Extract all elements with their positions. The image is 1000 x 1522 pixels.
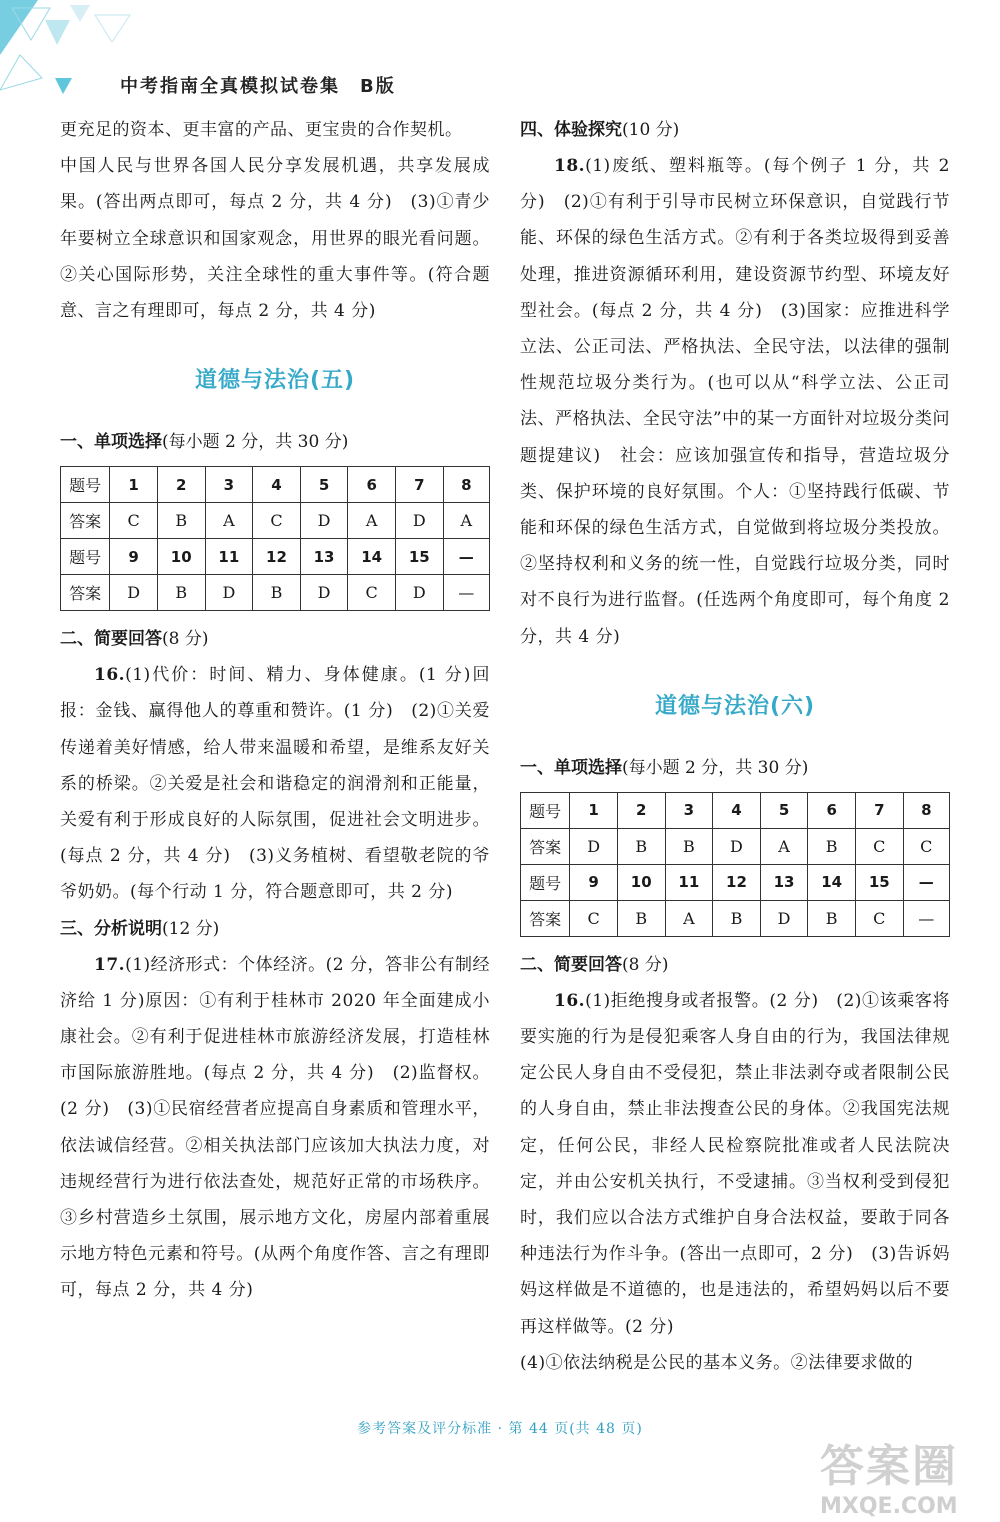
table-cell: B [617, 828, 665, 864]
table-cell: 12 [253, 539, 301, 575]
table-cell: D [300, 503, 348, 539]
table-cell: 14 [348, 539, 396, 575]
section-heading-analysis [60, 911, 490, 947]
table-cell: 3 [205, 467, 253, 503]
table-cell: 4 [253, 467, 301, 503]
section-heading-short [520, 947, 950, 983]
table-cell: 9 [110, 539, 158, 575]
row-label: 答案 [61, 503, 110, 539]
table-cell: B [665, 828, 713, 864]
table-cell: 10 [157, 539, 205, 575]
heading-note: (8 分) [162, 629, 209, 650]
answer-text: (1)拒绝搜身或者报警。(2 分) (2)①该乘客将要实施的行为是侵犯乘客人身自由的行为，我国法律规定公民人身自由不受侵犯，禁止非法剥夺或者限制公民的人身自由，禁止非法搜查公民的身体。②我国宪法规定，任何公民，非经人民检察院批准或者人民法院决定，并由公安机关执行，不受逮捕。③当权利受到侵犯时，我们应以合法方式维护自身合法权益，要敢于同各种违法行为作斗争。(答出一点即可，2 分) (3)告诉妈妈这样做是不道德的，也是违法的，希望妈妈以后不要再这样做等。(2 分) [520, 990, 950, 1337]
answer-text: (1)经济形式：个体经济。(2 分，答非公有制经济给 1 分)原因：①有利于桂林市 2020 年全面建成小康社会。②有利于促进桂林市旅游经济发展，打造桂林市国际旅游胜地。(每点 2 分，共 4 分) (2)监督权。(2 分) (3)①民宿经营者应提高自身素质和管理水平，依法诚信经营。②相关执法部门应该加大执法力度，对违规经营行为进行依法查处，规范好正常的市场秩序。③乡村营造乡土氛围，展示地方文化，房屋内部着重展示地方特色元素和符号。(从两个角度作答、言之有理即可，每点 2 分，共 4 分) [60, 954, 491, 1301]
table-cell: 1 [110, 467, 158, 503]
table-cell: 9 [570, 864, 618, 900]
table-cell: D [205, 575, 253, 611]
table-cell: B [157, 503, 205, 539]
row-label: 答案 [61, 575, 110, 611]
section-heading-choice [520, 750, 950, 786]
question-number: 16. [94, 665, 126, 686]
table-cell: A [348, 503, 396, 539]
running-header [120, 72, 396, 98]
section-heading-explore [520, 112, 950, 148]
table-cell: 15 [855, 864, 903, 900]
table-row [521, 828, 950, 864]
answer-16 [60, 657, 490, 910]
row-label: 题号 [61, 539, 110, 575]
table-cell: 11 [665, 864, 713, 900]
table-cell: D [713, 828, 761, 864]
row-label: 答案 [521, 828, 570, 864]
question-number: 18. [554, 156, 586, 176]
table-row [521, 864, 950, 900]
table-row [61, 575, 490, 611]
table-cell: 10 [617, 864, 665, 900]
heading-note: (每小题 2 分，共 30 分) [162, 432, 349, 453]
heading-text: 二、简要回答 [520, 954, 622, 975]
table-cell: 13 [300, 539, 348, 575]
table-cell: — [903, 864, 949, 900]
question-number: 16. [554, 990, 586, 1011]
table-cell: 1 [570, 792, 618, 828]
answer-table-six [520, 792, 950, 937]
section-title-five: 道德与法治(五) [194, 368, 356, 394]
table-cell: 8 [443, 467, 489, 503]
answer-16-part4: (4)①依法纳税是公民的基本义务。②法律要求做的 [520, 1352, 914, 1373]
table-cell: C [253, 503, 301, 539]
heading-note: (每小题 2 分，共 30 分) [622, 757, 809, 778]
answer-17 [60, 947, 490, 1309]
answer-table-five [60, 466, 490, 611]
table-cell: C [110, 503, 158, 539]
row-label: 答案 [521, 900, 570, 936]
watermark-logo [820, 1430, 990, 1519]
table-cell: D [395, 575, 443, 611]
table-cell: — [443, 575, 489, 611]
question-number: 17. [94, 954, 126, 975]
heading-text: 一、单项选择 [520, 757, 622, 778]
table-cell: D [395, 503, 443, 539]
continued-paragraph: 中国人民与世界各国人民分享发展机遇，共享发展成果。(答出两点即可，每点 2 分，共 4 分) (3)①青少年要树立全球意识和国家观念，用世界的眼光看问题。②关心国际形势，关注全球性的重大事件等。(符合题意、言之有理即可，每点 2 分，共 4 分) [60, 156, 490, 322]
table-cell: 8 [903, 792, 949, 828]
section-heading-choice [60, 424, 490, 460]
table-cell: D [110, 575, 158, 611]
table-cell: 6 [348, 467, 396, 503]
table-cell: C [855, 900, 903, 936]
table-cell: 7 [855, 792, 903, 828]
page-footer: 参考答案及评分标准 · 第 44 页(共 48 页) [357, 1421, 643, 1437]
section-heading-short [60, 621, 490, 657]
continued-line: 更充足的资本、更丰富的产品、更宝贵的合作契机。 [60, 120, 463, 140]
table-cell: A [205, 503, 253, 539]
table-row [61, 467, 490, 503]
right-column [520, 112, 950, 1381]
answer-text: (1)代价：时间、精力、身体健康。(1 分)回报：金钱、赢得他人的尊重和赞许。(1 分) (2)①关爱传递着美好情感，给人带来温暖和希望，是维系友好关系的桥梁。②关爱是社会和谐稳定的润滑剂和正能量，关爱有利于形成良好的人际氛围，促进社会文明进步。(每点 2 分，共 4 分) (3)义务植树、看望敬老院的爷爷奶奶。(每个行动 1 分，符合题意即可，共 2 分) [60, 665, 490, 903]
heading-note: (8 分) [622, 954, 669, 975]
heading-text: 四、体验探究 [520, 120, 622, 140]
left-column [60, 112, 490, 1309]
table-row [61, 539, 490, 575]
table-cell: A [665, 900, 713, 936]
table-cell: C [903, 828, 949, 864]
heading-text: 二、简要回答 [60, 629, 162, 650]
table-cell: 3 [665, 792, 713, 828]
table-cell: A [443, 503, 489, 539]
table-cell: B [157, 575, 205, 611]
table-cell: D [760, 900, 808, 936]
section-title-six: 道德与法治(六) [654, 693, 816, 719]
table-cell: B [808, 900, 856, 936]
answer-18 [520, 148, 950, 655]
table-row [521, 900, 950, 936]
heading-note: (10 分) [622, 120, 680, 140]
table-cell: B [808, 828, 856, 864]
table-cell: C [570, 900, 618, 936]
table-cell: B [617, 900, 665, 936]
table-cell: 5 [300, 467, 348, 503]
table-cell: 2 [157, 467, 205, 503]
table-cell: C [855, 828, 903, 864]
watermark-text: 答案圈 [820, 1441, 958, 1492]
table-cell: 12 [713, 864, 761, 900]
table-cell: B [253, 575, 301, 611]
table-cell: D [570, 828, 618, 864]
table-cell: 11 [205, 539, 253, 575]
heading-text: 三、分析说明 [60, 918, 162, 939]
header-version: B版 [360, 76, 396, 97]
table-cell: — [903, 900, 949, 936]
table-cell: 5 [760, 792, 808, 828]
table-cell: B [713, 900, 761, 936]
table-cell: 15 [395, 539, 443, 575]
table-cell: 14 [808, 864, 856, 900]
heading-note: (12 分) [162, 918, 220, 939]
row-label: 题号 [521, 792, 570, 828]
answer-16 [520, 983, 950, 1345]
watermark-url: MXQE.COM [820, 1494, 958, 1519]
table-cell: 7 [395, 467, 443, 503]
table-cell: 4 [713, 792, 761, 828]
table-cell: D [300, 575, 348, 611]
table-cell: 6 [808, 792, 856, 828]
row-label: 题号 [521, 864, 570, 900]
header-title: 中考指南全真模拟试卷集 [120, 76, 340, 97]
answer-text: (1)废纸、塑料瓶等。(每个例子 1 分，共 2 分) (2)①有利于引导市民树立环保意识，自觉践行节能、环保的绿色生活方式。②有利于各类垃圾得到妥善处理，推进资源循环利用，建设资源节约型、环境友好型社会。(每点 2 分，共 4 分) (3)国家：应推进科学立法、公正司法、严格执法、全民守法，以法律的强制性规范垃圾分类行为。(也可以从“科学立法、公正司法、严格执法、全民守法”中的某一方面针对垃圾分类问题提建议) 社会：应该加强宣传和指导，营造垃圾分类、保护环境的良好氛围。个人：①坚持践行低碳、节能和环保的绿色生活方式，自觉做到将垃圾分类投放。②坚持权利和义务的统一性，自觉践行垃圾分类，同时对不良行为进行监督。(任选两个角度即可，每个角度 2 分，共 4 分) [520, 156, 950, 647]
heading-text: 一、单项选择 [60, 432, 162, 453]
table-cell: — [443, 539, 489, 575]
table-row [521, 792, 950, 828]
row-label: 题号 [61, 467, 110, 503]
table-cell: C [348, 575, 396, 611]
table-row [61, 503, 490, 539]
table-cell: 13 [760, 864, 808, 900]
table-cell: 2 [617, 792, 665, 828]
table-cell: A [760, 828, 808, 864]
